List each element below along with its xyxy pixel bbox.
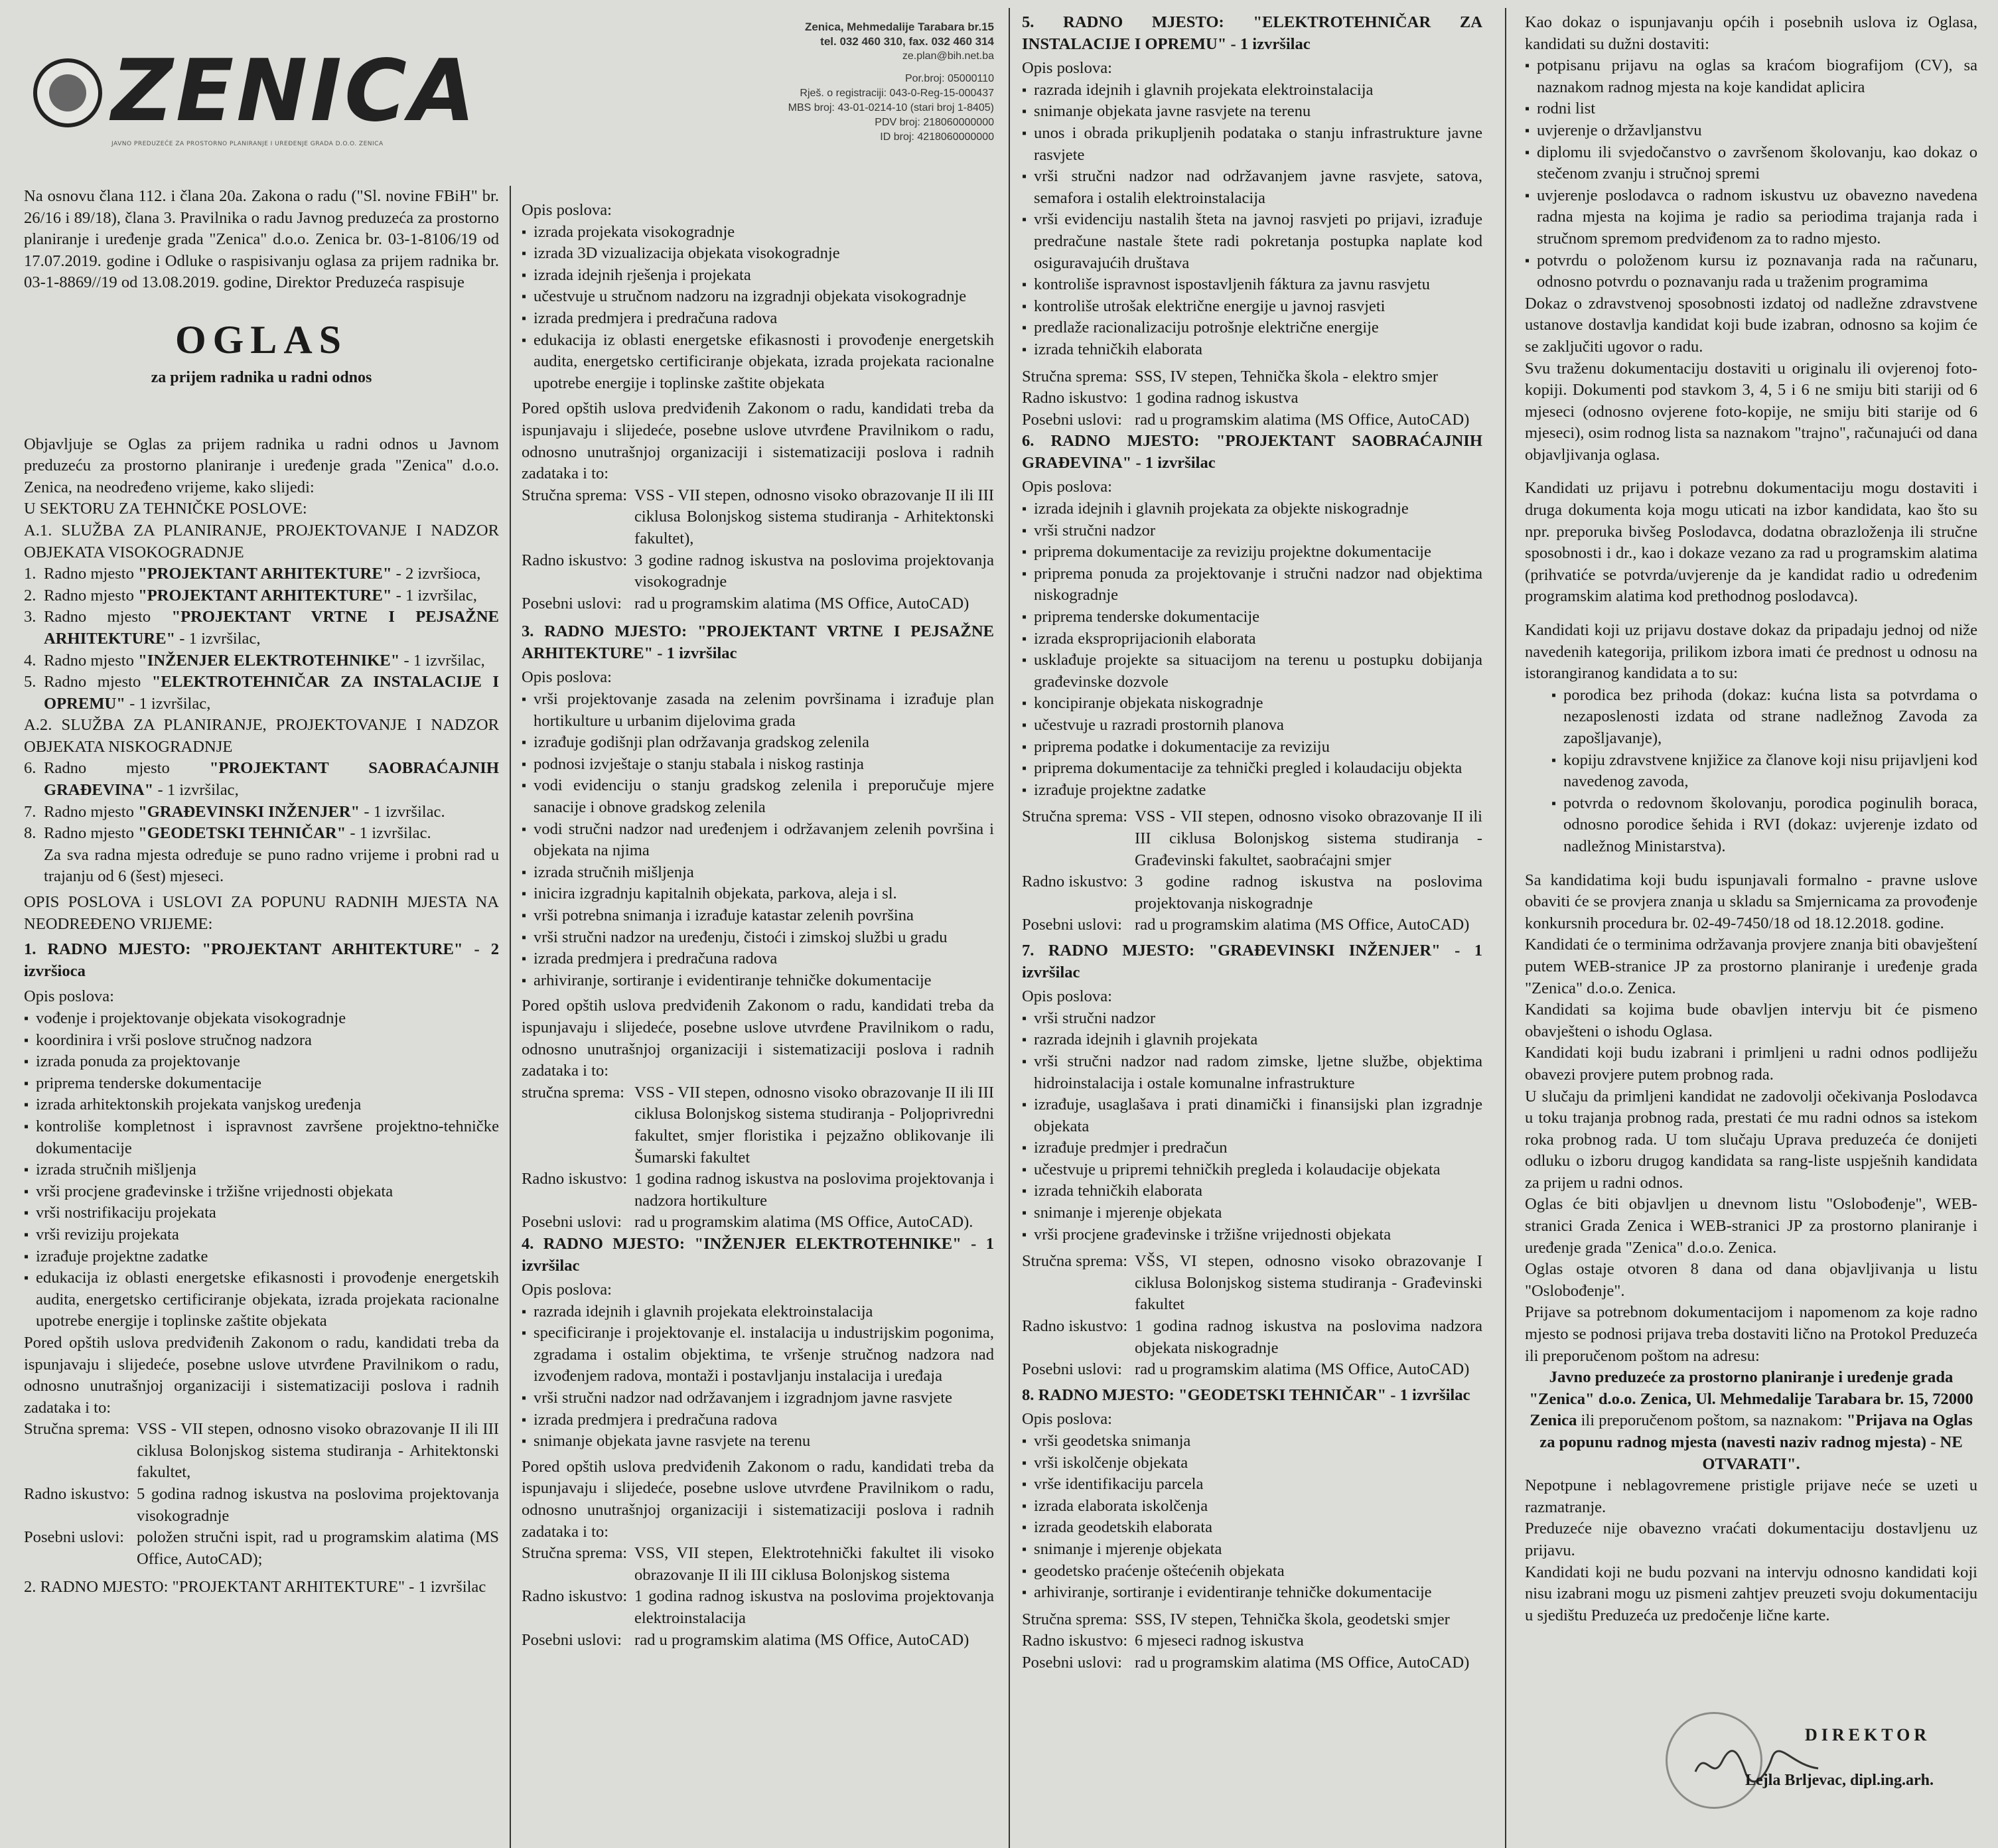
list-item: ▪ učestvuje u razradi prostornih planova bbox=[1022, 715, 1482, 737]
list-item: ▪ vrši nostrifikaciju projekata bbox=[24, 1202, 499, 1224]
list-item: ▪ kontroliše utrošak električne energije u javnoj rasvjeti bbox=[1022, 296, 1482, 318]
list-item: ▪ vrši stručni nadzor nad radom zimske, ljetne službe, objektima hidroinstalacija i ostale komunalne infrastrukture bbox=[1022, 1051, 1482, 1094]
signature-name: Lejla Brljevac, dipl.ing.arh. bbox=[1745, 1772, 1934, 1789]
list-item: 1. Radno mjesto "PROJEKTANT ARHITEKTURE" - 2 izvršioca, bbox=[24, 565, 481, 583]
job-5-requirements bbox=[1022, 366, 1482, 431]
job-4-requirements bbox=[522, 1543, 994, 1651]
paragraph: Kandidati koji uz prijavu dostave dokaz da pripadaju jednoj od niže navedenih kategorija, prilikom izbora imati će prednost u odnosu na istorangiranog kandidata a to su: bbox=[1525, 621, 1977, 683]
duties-label: Opis poslova: bbox=[1022, 478, 1112, 496]
column-2 bbox=[522, 188, 994, 1848]
general-conditions: Pored opštih uslova predviđenih Zakonom o radu, kandidati treba da ispunjavaju i slijedeće, posebne uslove utvrđene Pravilnikom o radu, odnosno unutrašnjoj organizaciji i sistematizaciji poslova i radnih zadataka i to: bbox=[522, 997, 994, 1080]
required-documents bbox=[1525, 55, 1977, 293]
paragraph: Kandidati uz prijavu i potrebnu dokumentaciju mogu dostaviti i druga dokumenta koja mogu uticati na izbor kandidata, kao što su npr. preporuka bivšeg Poslodavca, dodatna obrazloženja ili stručne sposobnosti i dr., kao i dokaze vezano za rad u programskim alatima (prihvatiće se potvrda/uvjerenje da je kandidat radio u određenim programskim alatima kod prethodnog poslodavca). bbox=[1525, 479, 1977, 606]
list-item: ▪ priprema podatke i dokumentacije za reviziju bbox=[1022, 737, 1482, 758]
company-id: ID broj: 4218060000000 bbox=[880, 131, 994, 143]
list-item: ▪ edukacija iz oblasti energetske efikasnosti i provođenje energetskih audita, energetsko certificiranje objekata, izrada projekata racionalne upotrebe energije i toplinske zaštite objekata bbox=[522, 330, 994, 395]
job-8-heading: 8. RADNO MJESTO: "GEODETSKI TEHNIČAR" - 1 izvršilac bbox=[1022, 1386, 1470, 1404]
proof-intro: Kao dokaz o ispunjavanju općih i posebnih uslova iz Oglasa, kandidati su dužni dostaviti: bbox=[1525, 13, 1977, 53]
list-item: ▪ kontroliše kompletnost i ispravnost završene projektno-tehničke dokumentacije bbox=[24, 1116, 499, 1159]
list-item: ▪ izrada geodetskih elaborata bbox=[1022, 1517, 1482, 1539]
list-item: ▪ vrši iskolčenje objekata bbox=[1022, 1453, 1482, 1474]
requirement-row: stručna sprema: VSS - VII stepen, odnosno visoko obrazovanje II ili III ciklusa Bolonjskog sistema studiranja - Poljoprivredni fakultet, smjer floristika i pejzažno oblikovanje ili Šumarski fakultet bbox=[522, 1083, 994, 1167]
requirement-row: Posebni uslovi: položen stručni ispit, rad u programskim alatima (MS Office, AutoCAD); bbox=[24, 1528, 499, 1568]
requirement-row: Radno iskustvo: 1 godina radnog iskustva na poslovima projektovanja i nadzora hortikulture bbox=[522, 1170, 994, 1210]
list-item: ▪ izrađuje projektne zadatke bbox=[1022, 780, 1482, 802]
general-conditions: Pored opštih uslova predviđenih Zakonom o radu, kandidati treba da ispunjavaju i slijedeće, posebne uslove utvrđene Pravilnikom o radu, odnosno unutrašnjoj organizaciji i sistematizaciji poslova i radnih zadataka i to: bbox=[24, 1333, 499, 1417]
list-item: ▪ izrada predmjera i predračuna radova bbox=[522, 948, 994, 970]
list-item: ▪ priprema tenderske dokumentacije bbox=[24, 1073, 499, 1095]
list-item: ▪ uvjerenje o državljanstvu bbox=[1525, 120, 1977, 142]
requirement-row: Radno iskustvo: 3 godine radnog iskustva na poslovima projektovanja niskogradnje bbox=[1022, 873, 1482, 912]
list-item: ▪ edukacija iz oblasti energetske efikasnosti i provođenje energetskih audita, energetsko certificiranje objekata, izrada projekata racionalne upotrebe energije i toplinske zaštite objekata bbox=[24, 1267, 499, 1332]
job-3-duties bbox=[522, 689, 994, 991]
paragraph: Svu traženu dokumentaciju dostaviti u originalu ili ovjerenoj foto-kopiji. Dokumenti pod stavkom 3, 4, 5 i 6 ne smiju biti stariji od 6 mjeseci (odnosno ovjerene foto-kopije, ne smiju biti starije od 6 mjeseci), osim rodnog lista sa naznakom "trajno", računajući od dana objavljivanja oglasa. bbox=[1525, 359, 1977, 464]
list-item: ▪ izrađuje, usaglašava i prati dinamički i finansijski plan izgradnje objekata bbox=[1022, 1094, 1482, 1137]
list-item: ▪ priprema tenderske dokumentacije bbox=[1022, 606, 1482, 628]
requirement-row: Stručna sprema: SSS, IV stepen, Tehnička škola, geodetski smjer bbox=[1022, 1610, 1450, 1628]
list-item: ▪ priprema ponuda za projektovanje i stručni nadzor nad objektima niskogradnje bbox=[1022, 563, 1482, 606]
column-1 bbox=[24, 186, 499, 1848]
list-item: Za sva radna mjesta određuje se puno radno vrijeme i probni rad u trajanju od 6 (šest) mjeseci. bbox=[44, 845, 499, 886]
list-item: ▪ vrši procjene građevinske i tržišne vrijednosti objekata bbox=[24, 1181, 499, 1203]
list-item: ▪ arhiviranje, sortiranje i evidentiranje tehničke dokumentacije bbox=[1022, 1582, 1482, 1604]
list-item: ▪ arhiviranje, sortiranje i evidentiranje tehničke dokumentacije bbox=[522, 970, 994, 992]
paragraph: Kandidati će o terminima održavanja provjere znanja biti obavještení putem WEB-stranice JP za prostorno planiranje i uređenje grada "Zenica" d.o.o. Zenica. bbox=[1525, 936, 1977, 997]
requirement-row: Stručna sprema: VŠS, VI stepen, odnosno visoko obrazovanje I ciklusa Bolonjskog sistema studiranja - Građevinski fakultet bbox=[1022, 1252, 1482, 1314]
sector-heading: U SEKTORU ZA TEHNIČKE POSLOVE: bbox=[24, 500, 307, 518]
job-7-duties bbox=[1022, 1008, 1482, 1246]
list-item: ▪ razrada idejnih i glavnih projekata bbox=[1022, 1029, 1482, 1051]
requirement-row: Posebni uslovi: rad u programskim alatima (MS Office, AutoCAD) bbox=[1022, 916, 1470, 934]
signature-block bbox=[1666, 1699, 1971, 1831]
list-item: ▪ razrada idejnih i glavnih projekata elektroinstalacija bbox=[522, 1301, 994, 1323]
list-item: ▪ izrađuje predmjer i predračun bbox=[1022, 1137, 1482, 1159]
job-6-duties bbox=[1022, 498, 1482, 801]
list-item: ▪ koncipiranje objekata niskogradnje bbox=[1022, 693, 1482, 715]
duties-label: Opis poslova: bbox=[522, 201, 612, 219]
list-item: 5. Radno mjesto "ELEKTROTEHNIČAR ZA INSTALACIJE I OPREMU" - 1 izvršilac, bbox=[24, 673, 499, 713]
list-item: ▪ vodi stručni nadzor nad uređenjem i održavanjem zelenih površina i objekata na njima bbox=[522, 819, 994, 862]
list-item: ▪ uvjerenje poslodavca o radnom iskustvu uz obavezno navedena radna mjesta na kojima je radio sa periodima trajanja rada i stručnom spremom predviđenom za to radno mjesto. bbox=[1525, 185, 1977, 250]
company-registration: Rješ. o registraciji: 043-0-Reg-15-000437 bbox=[800, 88, 994, 99]
requirement-row: Radno iskustvo: 6 mjeseci radnog iskustva bbox=[1022, 1632, 1304, 1650]
position-list-a2 bbox=[24, 758, 499, 888]
requirement-row: Radno iskustvo: 1 godina radnog iskustva na poslovima nadzora objekata niskogradnje bbox=[1022, 1317, 1482, 1357]
list-item: ▪ vrši stručni nadzor bbox=[1022, 520, 1482, 542]
company-email: ze.plan@bih.net.ba bbox=[902, 50, 994, 62]
requirement-row: Posebni uslovi: rad u programskim alatima (MS Office, AutoCAD) bbox=[522, 1630, 969, 1649]
list-item: ▪ potvrda o redovnom školovanju, porodica poginulih boraca, odnosno porodice šehida i RVI (dokaz: uvjerenje izdato od nadležnog Ministarstva). bbox=[1551, 793, 1977, 858]
list-item: ▪ vrši reviziju projekata bbox=[24, 1224, 499, 1246]
department-a1-heading: A.1. SLUŽBA ZA PLANIRANJE, PROJEKTOVANJE I NADZOR OBJEKATA VISOKOGRADNJE bbox=[24, 521, 499, 561]
list-item: ▪ kopiju zdravstvene knjižice za članove koji nisu prijavljeni kod navedenog zavoda, bbox=[1551, 750, 1977, 793]
duties-label: Opis poslova: bbox=[24, 987, 114, 1006]
list-item: ▪ usklađuje projekte sa situacijom na terenu u postupku dobijanja građevinske dozvole bbox=[1022, 650, 1482, 693]
company-phone: tel. 032 460 310, fax. 032 460 314 bbox=[820, 35, 994, 48]
job-2-duties bbox=[522, 222, 994, 395]
list-item: ▪ vrši procjene građevinske i tržišne vrijednosti objekata bbox=[1022, 1224, 1482, 1246]
list-item: ▪ izrada elaborata iskolčenja bbox=[1022, 1496, 1482, 1518]
letterhead bbox=[24, 20, 994, 186]
zenica-logo bbox=[33, 42, 478, 147]
requirement-row: Radno iskustvo: 1 godina radnog iskustva na poslovima projektovanja elektroinstalacija bbox=[522, 1587, 994, 1627]
job-1-requirements bbox=[24, 1419, 499, 1570]
requirement-row: Stručna sprema: SSS, IV stepen, Tehnička škola - elektro smjer bbox=[1022, 367, 1439, 386]
job-4-duties bbox=[522, 1301, 994, 1453]
duties-label: Opis poslova: bbox=[1022, 987, 1112, 1006]
list-item: ▪ priprema dokumentacije za reviziju projektne dokumentacije bbox=[1022, 541, 1482, 563]
duties-label: Opis poslova: bbox=[1022, 1410, 1112, 1429]
job-2-heading: 2. RADNO MJESTO: "PROJEKTANT ARHITEKTURE" - 1 izvršilac bbox=[24, 1578, 486, 1597]
duties-label: Opis poslova: bbox=[522, 1281, 612, 1299]
list-item: ▪ učestvuje u pripremi tehničkih pregleda i kolaudacije objekata bbox=[1022, 1159, 1482, 1181]
paragraph: U slučaju da primljeni kandidat ne zadovolji očekivanja Poslodavca u toku trajanja probnog rada, prestati će mu radni odnos sa istekom roka probnog rada. U tom slučaju Uprava preduzeća će donijeti odluku o izboru drugog kandidata sa rang-liste uspješnih kandidata za prijem u radni odnos. bbox=[1525, 1087, 1977, 1192]
requirement-row: Radno iskustvo: 1 godina radnog iskustva bbox=[1022, 389, 1299, 407]
list-item: 7. Radno mjesto "GRAĐEVINSKI INŽENJER" - 1 izvršilac. bbox=[24, 802, 445, 821]
job-3-requirements bbox=[522, 1082, 994, 1234]
paragraph: Sa kandidatima koji budu ispunjavali formalno - pravne uslove obaviti će se provjera znanja u skladu sa Smjernicama za provođenje konkursnih procedura br. 02-49-7450/18 od 18.12.2018. godine. bbox=[1525, 871, 1977, 932]
list-item: ▪ vrše identifikaciju parcela bbox=[1022, 1474, 1482, 1496]
list-item: ▪ vrši stručni nadzor bbox=[1022, 1008, 1482, 1030]
duties-label: Opis poslova: bbox=[522, 668, 612, 687]
list-item: ▪ izrada idejnih rješenja i projekata bbox=[522, 265, 994, 287]
requirement-row: Stručna sprema: VSS - VII stepen, odnosno visoko obrazovanje II ili III ciklusa Bolonjskog sistema studiranja - Arhitektonski fakultet, bbox=[24, 1420, 499, 1482]
requirement-row: Stručna sprema: VSS, VII stepen, Elektrotehnički fakultet ili visoko obrazovanje II ili III ciklusa Bolonjskog sistema bbox=[522, 1544, 994, 1584]
logo-emblem-icon bbox=[33, 58, 102, 127]
list-item: ▪ izrada idejnih i glavnih projekata za objekte niskogradnje bbox=[1022, 498, 1482, 520]
column-3 bbox=[1022, 0, 1482, 1848]
paragraph: Preduzeće nije obavezno vraćati dokumentaciju dostavljenu uz prijavu. bbox=[1525, 1520, 1977, 1559]
paragraph: Oglas će biti objavljen u dnevnom listu "Oslobođenje", WEB-stranici Grada Zenica i WEB-stranici JP za prostorno planiranje i uređenje grada "Zenica" d.o.o. Zenica. bbox=[1525, 1195, 1977, 1257]
list-item: ▪ vrši evidenciju nastalih šteta na javnoj rasvjeti po prijavi, izrađuje predračune nastale štete radi pokretanja postupka naplate kod osiguravajućih društava bbox=[1022, 209, 1482, 274]
list-item: ▪ izrada stručnih mišljenja bbox=[522, 862, 994, 884]
list-item: ▪ geodetsko praćenje oštećenih objekata bbox=[1022, 1561, 1482, 1583]
job-1-heading: 1. RADNO MJESTO: "PROJEKTANT ARHITEKTURE" - 2 izvršioca bbox=[24, 940, 499, 980]
list-item: 2. Radno mjesto "PROJEKTANT ARHITEKTURE" - 1 izvršilac, bbox=[24, 586, 477, 604]
list-item: ▪ diplomu ili svjedočanstvo o završenom školovanju, kao dokaz o stečenom zvanju i stručnoj spremi bbox=[1525, 142, 1977, 185]
list-item: ▪ kontroliše ispravnost ispostavljenih fáktura za javnu rasvjetu bbox=[1022, 274, 1482, 296]
legal-basis-paragraph: Na osnovu člana 112. i člana 20a. Zakona o radu ("Sl. novine FBiH" br. 26/16 i 89/18), člana 3. Pravilnika o radu Javnog preduzeća za prostorno planiranje i uređenje grada "Zenica" d.o.o. Zenica br. 03-1-8106/19 od 17.07.2019. godine i Odluke o raspisivanju oglasa za prijem radnika br. 03-1-8869//19 od 13.08.2019. godine, Direktor Preduzeća raspisuje bbox=[24, 187, 499, 292]
company-address: Zenica, Mehmedalije Tarabara br.15 bbox=[804, 21, 994, 33]
requirement-row: Radno iskustvo: 3 godine radnog iskustva na poslovima projektovanja visokogradnje bbox=[522, 551, 994, 591]
section-heading: OPIS POSLOVA i USLOVI ZA POPUNU RADNIH MJESTA NA NEODREĐENO VRIJEME: bbox=[24, 893, 499, 933]
job-4-heading: 4. RADNO MJESTO: "INŽENJER ELEKTROTEHNIKE" - 1 izvršilac bbox=[522, 1234, 994, 1275]
company-tax-number: Por.broj: 05000110 bbox=[904, 73, 994, 84]
paragraph: Nepotpune i neblagovremene pristigle prijave neće se uzeti u razmatranje. bbox=[1525, 1476, 1977, 1516]
list-item: ▪ snimanje objekata javne rasvjete na terenu bbox=[1022, 101, 1482, 123]
list-item: ▪ izrada eksproprijacionih elaborata bbox=[1022, 628, 1482, 650]
list-item: ▪ inicira izgradnju kapitalnih objekata, parkova, aleja i sl. bbox=[522, 883, 994, 905]
list-item: ▪ unos i obrada prikupljenih podataka o stanju infrastrukture javne rasvjete bbox=[1022, 123, 1482, 166]
list-item: ▪ snimanje i mjerenje objekata bbox=[1022, 1202, 1482, 1224]
list-item: ▪ vrši stručni nadzor na uređenju, čistoći i zimskoj službi u gradu bbox=[522, 927, 994, 949]
requirement-row: Stručna sprema: VSS - VII stepen, odnosno visoko obrazovanje II ili III ciklusa Bolonjskog sistema studiranja - Građevinski fakultet, saobraćajni smjer bbox=[1022, 808, 1482, 869]
list-item: ▪ izrada tehničkih elaborata bbox=[1022, 1180, 1482, 1202]
list-item: ▪ vrši stručni nadzor nad održavanjem javne rasvjete, satova, semafora i ostalih elektroinstalacija bbox=[1022, 166, 1482, 209]
list-item: 3. Radno mjesto "PROJEKTANT VRTNE I PEJSAŽNE ARHITEKTURE" - 1 izvršilac, bbox=[24, 608, 499, 648]
job-2-requirements bbox=[522, 485, 994, 615]
list-item: 6. Radno mjesto "PROJEKTANT SAOBRAĆAJNIH GRAĐEVINA" - 1 izvršilac, bbox=[24, 759, 499, 800]
list-item: ▪ izrada 3D vizualizacija objekata visokogradnje bbox=[522, 243, 994, 265]
list-item: ▪ predlaže racionalizaciju potrošnje električne energije bbox=[1022, 317, 1482, 339]
list-item: ▪ snimanje objekata javne rasvjete na terenu bbox=[522, 1431, 994, 1453]
priority-categories bbox=[1525, 685, 1977, 858]
list-item: ▪ izrađuje projektne zadatke bbox=[24, 1246, 499, 1268]
requirement-row: Posebni uslovi: rad u programskim alatima (MS Office, AutoCAD). bbox=[522, 1213, 973, 1232]
paragraph: Kandidati koji budu izabrani i primljeni u radni odnos podliježu obavezi provjere putem probnog rada. bbox=[1525, 1044, 1977, 1084]
logo-wordmark: ZENICA bbox=[111, 42, 478, 141]
list-item: ▪ vrši potrebna snimanja i izrađuje katastar zelenih površina bbox=[522, 905, 994, 927]
company-contact bbox=[788, 20, 994, 145]
department-a2-heading: A.2. SLUŽBA ZA PLANIRANJE, PROJEKTOVANJE I NADZOR OBJEKATA NISKOGRADNJE bbox=[24, 716, 499, 756]
requirement-row: Posebni uslovi: rad u programskim alatima (MS Office, AutoCAD) bbox=[1022, 1653, 1470, 1671]
lead-paragraph: Objavljuje se Oglas za prijem radnika u radni odnos u Javnom preduzeću za prostorno planiranje i uređenje grada "Zenica" d.o.o. Zenica, na neodređeno vrijeme, kako slijedi: bbox=[24, 435, 499, 496]
company-vat: PDV broj: 218060000000 bbox=[875, 117, 994, 128]
list-item: ▪ učestvuje u stručnom nadzoru na izgradnji objekata visokogradnje bbox=[522, 286, 994, 308]
company-mbs: MBS broj: 43-01-0214-10 (stari broj 1-8405) bbox=[788, 102, 994, 113]
column-divider bbox=[1505, 8, 1506, 1848]
list-item: ▪ specificiranje i projektovanje el. instalacija u industrijskim pogonima, zgradama i ostalim objektima, te vršenje stručnog nadzora nad izvođenjem radova, montaži i postavljanju instalacija i uređaja bbox=[522, 1322, 994, 1387]
list-item: ▪ vodi evidenciju o stanju gradskog zelenila i preporučuje mjere sanacije i obnove gradskog zelenila bbox=[522, 775, 994, 818]
requirement-row: Posebni uslovi: rad u programskim alatima (MS Office, AutoCAD) bbox=[522, 594, 969, 612]
list-item: ▪ izrada stručnih mišljenja bbox=[24, 1159, 499, 1181]
list-item: ▪ izrada ponuda za projektovanje bbox=[24, 1051, 499, 1073]
paragraph: Kandidati koji ne budu pozvani na intervju odnosno kandidati koji nisu izabrani mogu uz pismeni zahtjev preuzeti svoju dokumentaciju u sjedištu Preduzeća uz predočenje lične karte. bbox=[1525, 1563, 1977, 1624]
job-8-duties bbox=[1022, 1431, 1482, 1604]
list-item: 4. Radno mjesto "INŽENJER ELEKTROTEHNIKE" - 1 izvršilac, bbox=[24, 651, 485, 670]
paragraph: Oglas ostaje otvoren 8 dana od dana objavljivanja u listu "Oslobođenje". bbox=[1525, 1260, 1977, 1300]
page-title: OGLAS bbox=[175, 317, 348, 362]
job-5-heading: 5. RADNO MJESTO: "ELEKTROTEHNIČAR ZA INSTALACIJE I OPREMU" - 1 izvršilac bbox=[1022, 13, 1482, 53]
job-6-heading: 6. RADNO MJESTO: "PROJEKTANT SAOBRAĆAJNIH GRAĐEVINA" - 1 izvršilac bbox=[1022, 432, 1482, 472]
list-item: ▪ vođenje i projektovanje objekata visokogradnje bbox=[24, 1008, 499, 1030]
list-item: ▪ podnosi izvještaje o stanju stabala i niskog rastinja bbox=[522, 754, 994, 776]
general-conditions: Pored opštih uslova predviđenih Zakonom o radu, kandidati treba da ispunjavaju i slijedeće, posebne uslove utvrđene Pravilnikom o radu, odnosno unutrašnjoj organizaciji i sistematizaciji poslova i radnih zadataka i to: bbox=[522, 399, 994, 483]
job-5-duties bbox=[1022, 80, 1482, 361]
logo-subtitle: JAVNO PREDUZEĆE ZA PROSTORNO PLANIRANJE I UREĐENJE GRADA D.O.O. ZENICA bbox=[111, 141, 384, 147]
list-item: ▪ rodni list bbox=[1525, 98, 1977, 120]
list-item: ▪ porodica bez prihoda (dokaz: kućna lista sa potvrdama o nezaposlenosti izdata od strane nadležnog Zavoda za zapošljavanje), bbox=[1551, 685, 1977, 750]
job-6-requirements bbox=[1022, 806, 1482, 936]
duties-label: Opis poslova: bbox=[1022, 59, 1112, 78]
job-7-requirements bbox=[1022, 1251, 1482, 1381]
requirement-row: Radno iskustvo: 5 godina radnog iskustva na poslovima projektovanja visokogradnje bbox=[24, 1485, 499, 1525]
paragraph: Kandidati sa kojima bude obavljen intervju bit će pismeno obavješteni o ishodu Oglasa. bbox=[1525, 1001, 1977, 1040]
column-divider bbox=[1009, 8, 1010, 1848]
list-item: ▪ izrada projekata visokogradnje bbox=[522, 222, 994, 244]
job-3-heading: 3. RADNO MJESTO: "PROJEKTANT VRTNE I PEJSAŽNE ARHITEKTURE" - 1 izvršilac bbox=[522, 622, 994, 662]
list-item: ▪ izrada tehničkih elaborata bbox=[1022, 339, 1482, 361]
column-divider bbox=[510, 186, 511, 1848]
list-item: ▪ vrši projektovanje zasada na zelenim površinama i izrađuje plan hortikulture u urbanim dijelovima grada bbox=[522, 689, 994, 732]
list-item: ▪ vrši stručni nadzor nad održavanjem i izgradnjom javne rasvjete bbox=[522, 1387, 994, 1409]
list-item: ▪ priprema dokumentacije za tehnički pregled i kolaudaciju objekta bbox=[1022, 758, 1482, 780]
list-item: ▪ izrada arhitektonskih projekata vanjskog uređenja bbox=[24, 1094, 499, 1116]
job-7-heading: 7. RADNO MJESTO: "GRAĐEVINSKI INŽENJER" - 1 izvršilac bbox=[1022, 941, 1482, 981]
list-item: ▪ vrši geodetska snimanja bbox=[1022, 1431, 1482, 1453]
submission-address: Javno preduzeće za prostorno planiranje i uređenje grada "Zenica" d.o.o. Zenica, Ul. Mehmedalije Tarabara br. 15, 72000 Zenica ili preporučenom poštom, sa naznakom: "Prijava na Oglas za popunu radnog mjesta (navesti naziv radnog mjesta) - NE OTVARATI". bbox=[1529, 1368, 1973, 1473]
list-item: ▪ snimanje i mjerenje objekata bbox=[1022, 1539, 1482, 1561]
list-item: ▪ razrada idejnih i glavnih projekata elektroinstalacija bbox=[1022, 80, 1482, 102]
paragraph: Prijave sa potrebnom dokumentacijom i napomenom za koje radno mjesto se podnosi prijava treba dostaviti lično na Protokol Preduzeća ili preporučenom poštom na adresu: bbox=[1525, 1303, 1977, 1365]
requirement-row: Posebni uslovi: rad u programskim alatima (MS Office, AutoCAD) bbox=[1022, 1360, 1470, 1379]
list-item: ▪ potvrdu o položenom kursu iz poznavanja rada na računaru, odnosno potvrdu o poznavanju rada u traženim programima bbox=[1525, 250, 1977, 293]
requirement-row: Posebni uslovi: rad u programskim alatima (MS Office, AutoCAD) bbox=[1022, 410, 1470, 429]
paragraph: Dokaz o zdravstvenoj sposobnosti izdatoj od nadležne zdravstvene ustanove dostavlja kandidat koji bude izabran, odnosno sa kojim će se zaključiti ugovor o radu. bbox=[1525, 294, 1977, 356]
general-conditions: Pored opštih uslova predviđenih Zakonom o radu, kandidati treba da ispunjavaju i slijedeće, posebne uslove utvrđene Pravilnikom o radu, odnosno unutrašnjoj organizaciji i sistematizaciji poslova i radnih zadataka i to: bbox=[522, 1457, 994, 1541]
column-4 bbox=[1525, 0, 1977, 1848]
list-item: ▪ izrađuje godišnji plan održavanja gradskog zelenila bbox=[522, 732, 994, 754]
job-1-duties bbox=[24, 1008, 499, 1332]
page-subtitle: za prijem radnika u radni odnos bbox=[151, 368, 372, 386]
requirement-row: Stručna sprema: VSS - VII stepen, odnosno visoko obrazovanje II ili III ciklusa Bolonjskog sistema studiranja - Arhitektonski fakultet), bbox=[522, 486, 994, 547]
signature-title: DIREKTOR bbox=[1805, 1725, 1931, 1744]
list-item: ▪ koordinira i vrši poslove stručnog nadzora bbox=[24, 1030, 499, 1052]
list-item: 8. Radno mjesto "GEODETSKI TEHNIČAR" - 1 izvršilac. bbox=[24, 824, 431, 843]
list-item: ▪ izrada predmjera i predračuna radova bbox=[522, 308, 994, 330]
list-item: ▪ izrada predmjera i predračuna radova bbox=[522, 1409, 994, 1431]
job-8-requirements bbox=[1022, 1609, 1482, 1674]
position-list-a1 bbox=[24, 563, 499, 715]
list-item: ▪ potpisanu prijavu na oglas sa kraćom biografijom (CV), sa naznakom radnog mjesta na koje kandidat aplicira bbox=[1525, 55, 1977, 98]
